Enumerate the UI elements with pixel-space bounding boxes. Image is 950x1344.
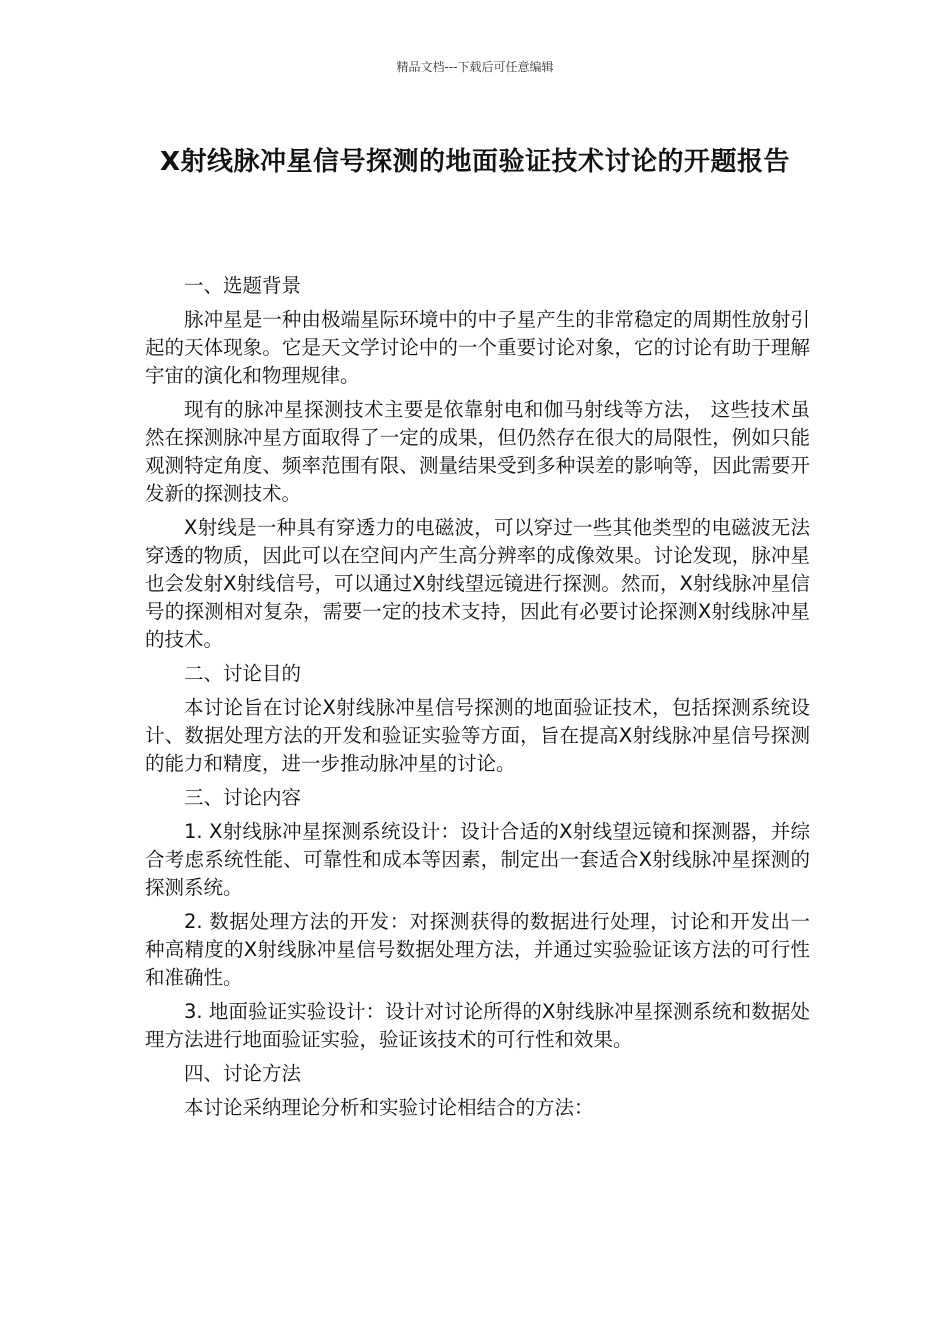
section-heading-content: 三、讨论内容 (184, 786, 302, 809)
section-heading-purpose: 二、讨论目的 (184, 662, 302, 685)
section-heading-method: 四、讨论方法 (184, 1062, 302, 1085)
section-heading-background: 一、选题背景 (184, 274, 302, 297)
list-item-ground-validation: 3. 地面验证实验设计：设计对讨论所得的X射线脉冲星探测系统和数据处理方法进行地面验证实验，验证该技术的可行性和效果。 (145, 1000, 810, 1051)
paragraph-existing-techniques: 现有的脉冲星探测技术主要是依靠射电和伽马射线等方法， 这些技术虽然在探测脉冲星方面取得了一定的成果，但仍然存在很大的局限性，例如只能观测特定角度、频率范围有限、测量结果受到多种误差的影响等，因此需要开发新的探测技术。 (145, 398, 810, 505)
paragraph-pulsar-intro: 脉冲星是一种由极端星际环境中的中子星产生的非常稳定的周期性放射引起的天体现象。它是天文学讨论中的一个重要讨论对象，它的讨论有助于理解宇宙的演化和物理规律。 (145, 308, 810, 387)
paragraph-purpose: 本讨论旨在讨论X射线脉冲星信号探测的地面验证技术，包括探测系统设计、数据处理方法的开发和验证实验等方面，旨在提高X射线脉冲星信号探测的能力和精度，进一步推动脉冲星的讨论。 (145, 696, 810, 775)
document-body (145, 272, 810, 1128)
list-item-data-processing: 2. 数据处理方法的开发：对探测获得的数据进行处理，讨论和开发出一种高精度的X射线脉冲星信号数据处理方法，并通过实验验证该方法的可行性和准确性。 (145, 910, 810, 989)
list-item-system-design: 1. X射线脉冲星探测系统设计：设计合适的X射线望远镜和探测器，并综合考虑系统性能、可靠性和成本等因素，制定出一套适合X射线脉冲星探测的探测系统。 (145, 820, 810, 899)
paragraph-method: 本讨论采纳理论分析和实验讨论相结合的方法： (184, 1096, 594, 1119)
document-title: X射线脉冲星信号探测的地面验证技术讨论的开题报告 (159, 147, 791, 177)
header-note: 精品文档---下载后可任意编辑 (396, 60, 554, 74)
paragraph-xray-motivation: X射线是一种具有穿透力的电磁波，可以穿过一些其他类型的电磁波无法穿透的物质，因此可以在空间内产生高分辨率的成像效果。讨论发现，脉冲星也会发射X射线信号，可以通过X射线望远镜进行探测。然而，X射线脉冲星信号的探测相对复杂，需要一定的技术支持，因此有必要讨论探测X射线脉冲星的技术。 (145, 516, 810, 651)
